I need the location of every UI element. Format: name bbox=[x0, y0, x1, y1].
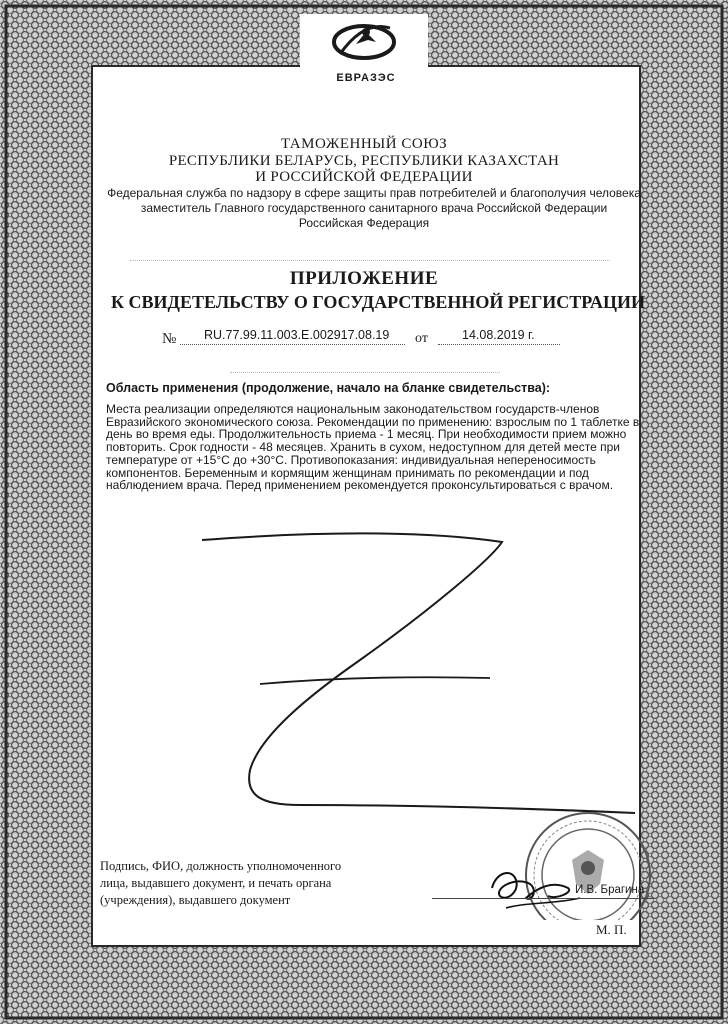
stamp-place-label: М. П. bbox=[596, 922, 627, 937]
registration-date: 14.08.2019 г. bbox=[462, 328, 535, 342]
scope-line: наблюдением врача. Перед применением рекомендуется проконсультироваться с врачом. bbox=[106, 478, 614, 493]
number-label: № bbox=[162, 331, 177, 347]
registration-number: RU.77.99.11.003.Е.002917.08.19 bbox=[204, 328, 390, 342]
number-underline bbox=[180, 344, 405, 345]
scope-line: повторить. Срок годности - 48 месяцев. Хранить в сухом, недоступном для детей месте при bbox=[106, 440, 620, 455]
authority-line-3: Российская Федерация bbox=[298, 216, 430, 230]
authority-line-2: заместитель Главного государственного санитарного врача Российской Федерации bbox=[140, 201, 608, 215]
handwritten-signature-icon bbox=[486, 858, 586, 918]
signature-caption-line: Подпись, ФИО, должность уполномоченного bbox=[100, 859, 342, 873]
scope-separator bbox=[230, 372, 500, 373]
signature-caption-line: лица, выдавшего документ, и печать органа bbox=[100, 876, 332, 890]
scope-text bbox=[106, 402, 640, 493]
date-label: от bbox=[415, 331, 428, 346]
scope-line: компонентов. Беременным и кормящим женщинам принимать по рекомендации и под bbox=[106, 465, 589, 480]
document-subtitle: К СВИДЕТЕЛЬСТВУ О ГОСУДАРСТВЕННОЙ РЕГИСТРАЦИИ bbox=[111, 292, 645, 312]
document-title: ПРИЛОЖЕНИЕ bbox=[289, 268, 439, 289]
authority-line-1: Федеральная служба по надзору в сфере защиты прав потребителей и благополучия человека bbox=[107, 186, 641, 200]
z-strike-mark bbox=[190, 520, 650, 820]
signer-name: И.В. Брагина bbox=[575, 884, 645, 896]
header-separator bbox=[130, 260, 610, 261]
date-underline bbox=[438, 344, 560, 345]
scope-line: Места реализации определяются национальным законодательством государств-членов bbox=[106, 402, 600, 416]
eurasec-emblem-icon bbox=[320, 18, 408, 74]
signature-caption bbox=[100, 858, 341, 909]
union-title: ТАМОЖЕННЫЙ СОЮЗ bbox=[280, 136, 448, 152]
scope-line: температуре от +15°С до +30°С. Противопоказания: индивидуальная непереносимость bbox=[106, 452, 596, 467]
signature-underline bbox=[432, 898, 654, 899]
emblem-caption: ЕВРАЗЭС bbox=[336, 72, 396, 84]
signature-caption-line: (учреждения), выдавшего документ bbox=[100, 893, 291, 907]
scope-line: Евразийского экономического союза. Рекомендации по применению: взрослым по 1 таблетке в bbox=[106, 414, 640, 429]
scope-line: день во время еды. Продолжительность приема - 1 месяц. При необходимости прием можно bbox=[106, 427, 627, 442]
union-members: РЕСПУБЛИКИ БЕЛАРУСЬ, РЕСПУБЛИКИ КАЗАХСТАН bbox=[168, 153, 560, 169]
scope-heading: Область применения (продолжение, начало на бланке свидетельства): bbox=[106, 381, 551, 395]
union-members-cont: И РОССИЙСКОЙ ФЕДЕРАЦИИ bbox=[255, 169, 473, 185]
